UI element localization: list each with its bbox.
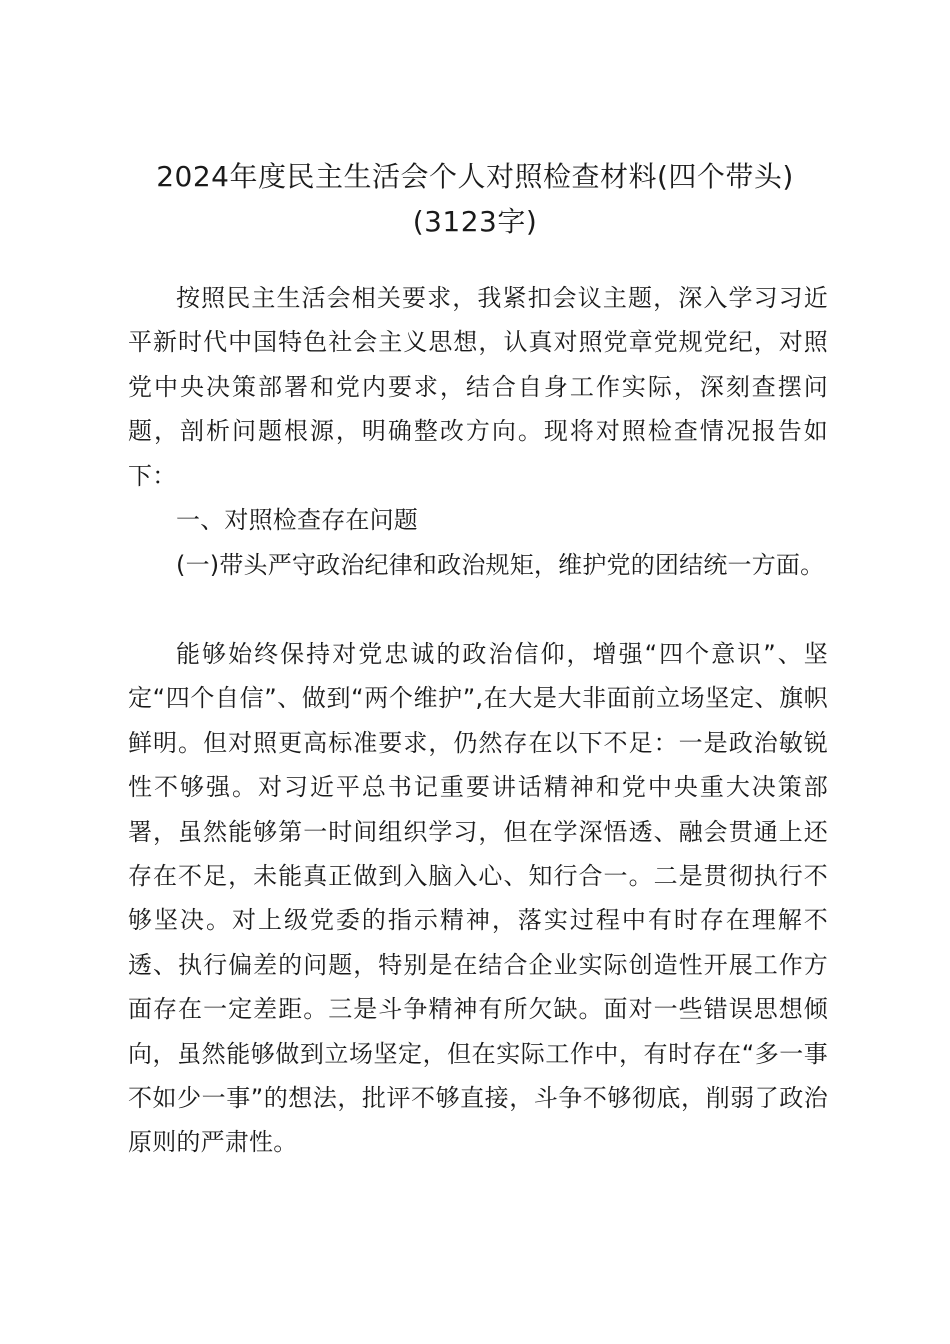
document-subtitle-word-count: (3123字)	[412, 205, 538, 238]
subsection-heading: (一)带头严守政治纪律和政治规矩，维护党的团结统一方面。	[176, 551, 825, 579]
body-paragraph: 能够始终保持对党忠诚的政治信仰，增强“四个意识”、坚定“四个自信”、做到“两个维护”,在大是大非面前立场坚定、旗帜鲜明。但对照更高标准要求，仍然存在以下不足：一是政治敏锐性不够强。对习近平总书记重要讲话精神和党中央重大决策部署，虽然能够第一时间组织学习，但在学深悟透、融会贯通上还存在不足，未能真正做到入脑入心、知行合一。二是贯彻执行不够坚决。对上级党委的指示精神，落实过程中有时存在理解不透、执行偏差的问题，特别是在结合企业实际创造性开展工作方面存在一定差距。三是斗争精神有所欠缺。面对一些错误思想倾向，虽然能够做到立场坚定，但在实际工作中，有时存在“多一事不如少一事”的想法，批评不够直接，斗争不够彻底，削弱了政治原则的严肃性。	[128, 640, 828, 1157]
intro-paragraph: 按照民主生活会相关要求，我紧扣会议主题，深入学习习近平新时代中国特色社会主义思想，认真对照党章党规党纪，对照党中央决策部署和党内要求，结合自身工作实际，深刻查摆问题，剖析问题根源，明确整改方向。现将对照检查情况报告如下：	[128, 284, 828, 490]
section-heading: 一、对照检查存在问题	[176, 506, 418, 534]
document-title: 2024年度民主生活会个人对照检查材料(四个带头)	[156, 160, 794, 193]
